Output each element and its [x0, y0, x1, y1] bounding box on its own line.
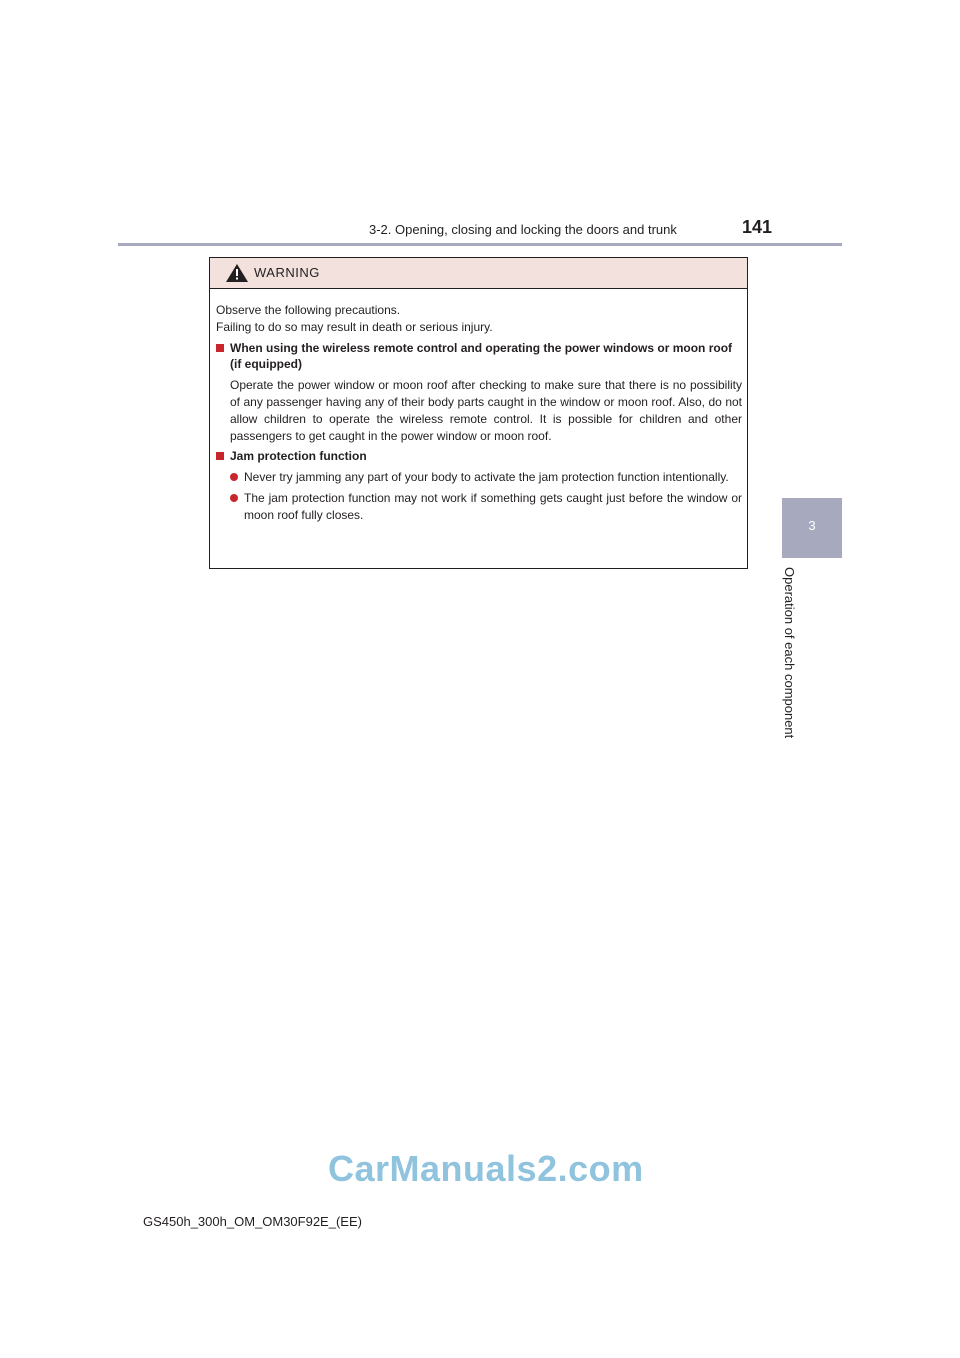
list-item-text: Never try jamming any part of your body to activate the jam protection function intentionally.: [244, 470, 729, 485]
list-item-text: The jam protection function may not work if something gets caught just before the window or moon roof fully closes.: [244, 490, 742, 522]
section-title: Jam protection function: [230, 449, 367, 464]
section-title: When using the wireless remote control and operating the power windows or moon roof (if equipped): [230, 340, 733, 372]
chapter-number: 3: [808, 518, 816, 533]
circle-bullet-icon: [230, 473, 238, 481]
square-bullet-icon: [216, 452, 224, 460]
warning-body: [210, 289, 747, 524]
warning-intro-line1: Observe the following precautions.: [216, 303, 401, 317]
chapter-label-text: Operation of each component: [782, 567, 797, 739]
page-number: 141: [742, 217, 773, 237]
warning-label: WARNING: [254, 265, 320, 280]
warning-box: [209, 257, 748, 569]
chapter-tab: [782, 498, 842, 558]
warning-triangle-icon: [226, 264, 248, 282]
list-item: [230, 469, 742, 486]
footer-code: GS450h_300h_OM_OM30F92E_(EE): [143, 1214, 362, 1229]
warning-intro-line2: Failing to do so may result in death or serious injury.: [216, 319, 493, 334]
list-item: [230, 490, 742, 524]
square-bullet-icon: [216, 344, 224, 352]
header-rule: [118, 243, 842, 246]
warning-header: [210, 258, 747, 289]
watermark-logo: CarManuals2.com: [328, 1148, 644, 1189]
section-jam-protection: [216, 448, 742, 523]
section-body: Operate the power window or moon roof after checking to make sure that there is no possibility of any passenger having any of their body parts caught in the window or moon roof. Also, do not allow children to operate the wireless remote control. It is possible for children and other passengers to get caught in the power window or moon roof.: [230, 378, 742, 443]
chapter-label: [782, 567, 802, 767]
running-header-title: 3-2. Opening, closing and locking the doors and trunk: [369, 222, 677, 237]
section-wireless-remote: [216, 340, 742, 445]
circle-bullet-icon: [230, 494, 238, 502]
